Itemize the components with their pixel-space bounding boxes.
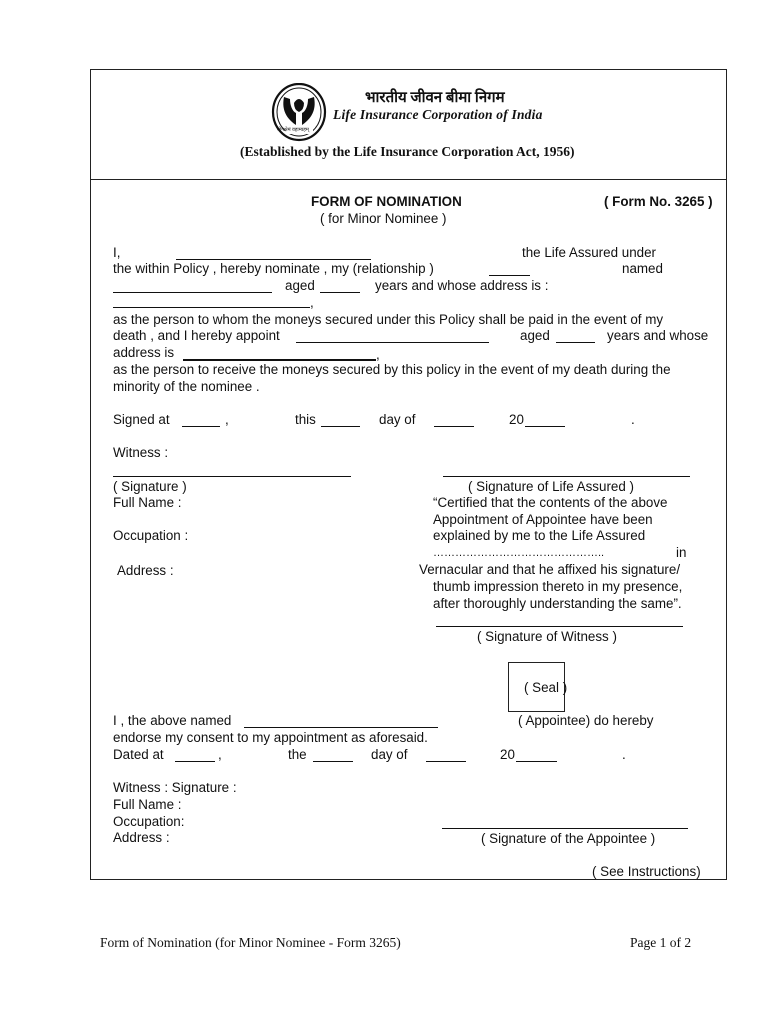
cert-line-4-in: in (676, 545, 687, 560)
lic-logo (270, 83, 328, 145)
signed-comma: , (225, 412, 229, 427)
body-line-7a: address is (113, 345, 175, 360)
witness2-signature-label: Witness : Signature : (113, 780, 237, 795)
nominee-age-blank (320, 292, 360, 293)
witness-occupation-label: Occupation : (113, 528, 189, 543)
witness-signature-line (113, 476, 351, 477)
cert-line-4-dots: ……………………………………….. (433, 547, 605, 559)
established-text: (Established by the Life Insurance Corporation Act, 1956) (240, 144, 575, 159)
appointee-line-2: endorse my consent to my appointment as aforesaid. (113, 730, 428, 745)
body-line-1b: the Life Assured under (522, 245, 656, 260)
witness-cert-signature-label: ( Signature of Witness ) (477, 629, 617, 644)
hindi-name: भारतीय जीवन बीमा निगम (365, 90, 505, 106)
relationship-blank (489, 275, 530, 276)
appointee-consent-name-blank (244, 727, 438, 728)
appointee-line-1a: I , the above named (113, 713, 232, 728)
dated-year-blank (516, 761, 557, 762)
signed-day-of-label: day of (379, 412, 416, 427)
signed-this-label: this (295, 412, 316, 427)
dated-comma: , (218, 747, 222, 762)
see-instructions: ( See Instructions) (592, 864, 701, 879)
body-line-3a: aged (285, 278, 315, 293)
life-assured-name-blank (176, 259, 371, 260)
footer-left: Form of Nomination (for Minor Nominee - Form 3265) (100, 935, 401, 950)
nominee-name-blank (113, 292, 272, 293)
witness-label: Witness : (113, 445, 169, 460)
witness-full-name-label: Full Name : (113, 495, 182, 510)
form-subtitle: ( for Minor Nominee ) (320, 211, 447, 226)
appointee-address-blank (183, 359, 376, 361)
body-line-9: minority of the nominee . (113, 379, 260, 394)
life-assured-signature-label: ( Signature of Life Assured ) (468, 479, 634, 494)
dated-period: . (622, 747, 626, 762)
signed-place-blank (182, 426, 220, 427)
body-line-4-comma: , (310, 295, 314, 310)
lic-logo-icon (270, 83, 328, 145)
cert-line-3: explained by me to the Life Assured (433, 528, 646, 543)
witness-cert-signature-line (436, 626, 683, 627)
appointee-line-1b: ( Appointee) do hereby (518, 713, 654, 728)
form-number: ( Form No. 3265 ) (604, 194, 713, 209)
appointee-signature-line (442, 828, 688, 829)
body-line-3b: years and whose address is : (375, 278, 549, 293)
cert-line-6: thumb impression thereto in my presence, (433, 579, 683, 594)
form-frame (90, 69, 727, 880)
english-name: Life Insurance Corporation of India (333, 107, 543, 122)
cert-line-7: after thoroughly understanding the same”. (433, 596, 682, 611)
dated-year-label: 20 (500, 747, 515, 762)
seal-label: ( Seal ) (524, 680, 568, 695)
body-line-8: as the person to receive the moneys secured by this policy in the event of my death during the (113, 362, 671, 377)
dated-the-label: the (288, 747, 307, 762)
appointee-signature-label: ( Signature of the Appointee ) (481, 831, 656, 846)
dated-day-of-label: day of (371, 747, 408, 762)
signed-period: . (631, 412, 635, 427)
header-divider (90, 179, 727, 180)
life-assured-signature-line (443, 476, 690, 477)
appointee-name-blank (296, 342, 489, 343)
cert-line-5: Vernacular and that he affixed his signature/ (419, 562, 681, 577)
nominee-address-blank (113, 307, 310, 308)
signed-year-label: 20 (509, 412, 524, 427)
signed-at-label: Signed at (113, 412, 170, 427)
body-line-1a: I, (113, 245, 121, 260)
dated-day-blank (313, 761, 353, 762)
witness2-address-label: Address : (113, 830, 170, 845)
witness2-full-name-label: Full Name : (113, 797, 182, 812)
body-line-2a: the within Policy , hereby nominate , my (relationship ) (113, 261, 434, 276)
witness2-occupation-label: Occupation: (113, 814, 185, 829)
witness-signature-label: ( Signature ) (113, 479, 187, 494)
body-line-6b: aged (520, 328, 550, 343)
dated-month-blank (426, 761, 466, 762)
body-line-2b: named (622, 261, 663, 276)
dated-at-label: Dated at (113, 747, 164, 762)
body-line-6a: death , and I hereby appoint (113, 328, 280, 343)
cert-line-2: Appointment of Appointee have been (433, 512, 653, 527)
signed-year-blank (525, 426, 565, 427)
form-title: FORM OF NOMINATION (311, 194, 462, 209)
cert-line-1: “Certified that the contents of the above (433, 495, 668, 510)
signed-month-blank (434, 426, 474, 427)
logo-caption: योगक्षेमं वहाम्यहम् (277, 127, 309, 133)
appointee-age-blank (556, 342, 595, 343)
signed-day-blank (321, 426, 360, 427)
body-line-5: as the person to whom the moneys secured under this Policy shall be paid in the event of my (113, 312, 664, 327)
footer-page-number: Page 1 of 2 (630, 935, 692, 950)
body-line-7-comma: , (376, 347, 380, 362)
body-line-6c: years and whose (607, 328, 709, 343)
dated-place-blank (175, 761, 215, 762)
witness-address-label: Address : (117, 563, 174, 578)
